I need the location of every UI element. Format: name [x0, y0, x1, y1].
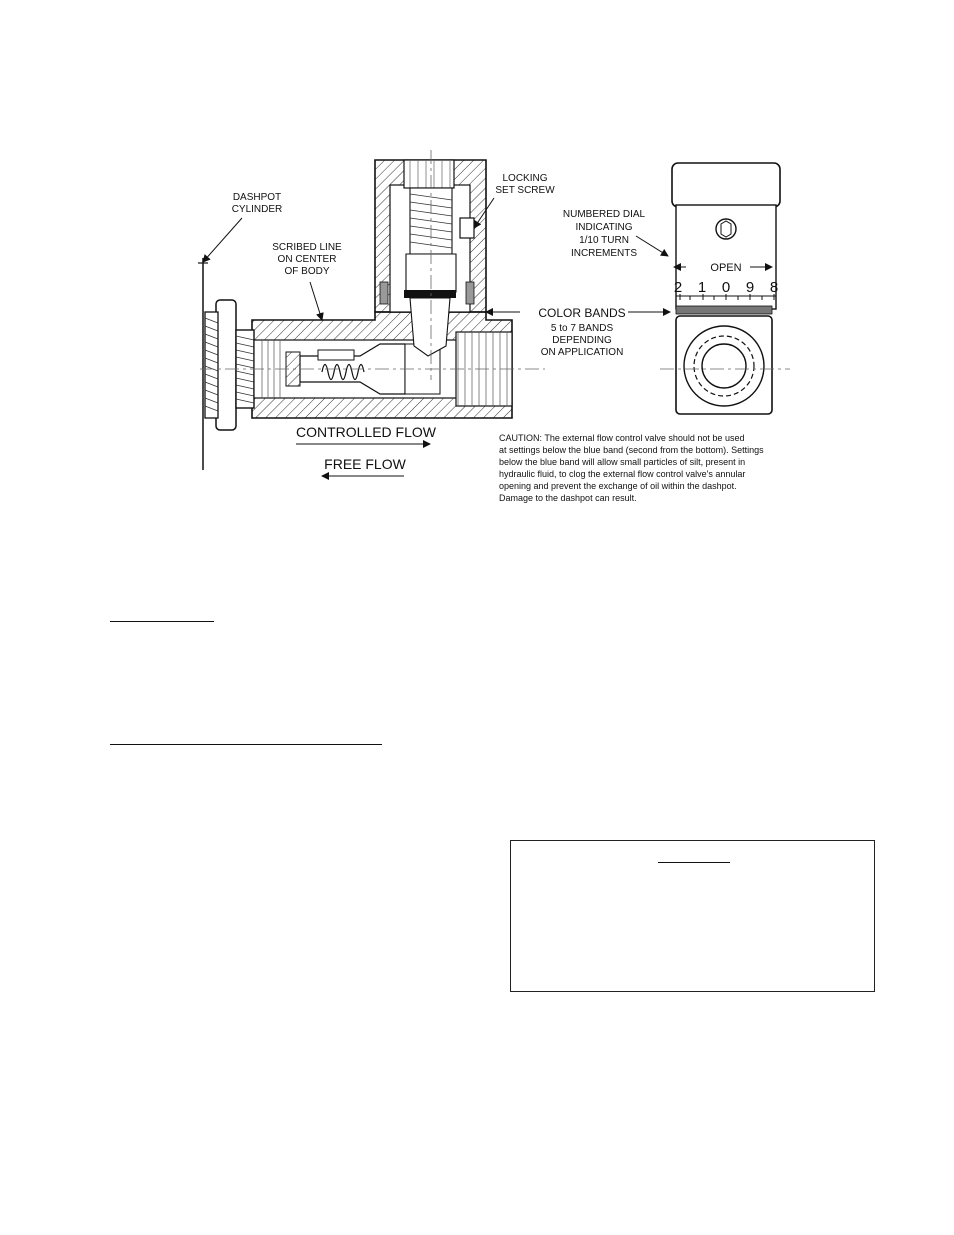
locking-label-line2: SET SCREW	[495, 185, 555, 196]
dial-label-line3: 1/10 TURN	[579, 235, 629, 246]
dashpot-label-line2: CYLINDER	[231, 204, 283, 215]
open-label: OPEN	[710, 262, 742, 274]
note-box-heading-underline	[658, 862, 730, 863]
dial-number: 0	[721, 279, 731, 296]
free-flow-label: FREE FLOW	[324, 456, 406, 472]
dial-label-line4: INCREMENTS	[570, 248, 638, 259]
caution-line: at settings below the blue band (second from the bottom). Settings	[499, 445, 764, 455]
dial-number: 2	[673, 279, 683, 296]
color-bands-title: COLOR BANDS	[538, 306, 626, 320]
dial-number: 1	[697, 279, 707, 296]
locking-label-line1: LOCKING	[502, 173, 548, 184]
note-box	[510, 840, 875, 992]
caution-note	[499, 433, 764, 503]
color-bands-line3: ON APPLICATION	[540, 347, 624, 358]
caution-line: CAUTION: The external flow control valve should not be used	[499, 433, 745, 443]
scribed-label-line2: ON CENTER	[277, 254, 337, 265]
dial-label-line2: INDICATING	[575, 222, 633, 233]
section-heading-underline-1	[110, 621, 214, 622]
caution-line: Damage to the dashpot can result.	[499, 493, 637, 503]
flow-control-valve-diagram	[0, 0, 954, 520]
caution-line: opening and prevent the exchange of oil within the dashpot.	[499, 481, 737, 491]
section-heading-underline-2	[110, 744, 382, 745]
dial-number: 9	[745, 279, 755, 296]
scribed-label-line3: OF BODY	[284, 266, 330, 277]
color-bands-line1: 5 to 7 BANDS	[550, 323, 614, 334]
dashpot-label-line1: DASHPOT	[232, 192, 282, 203]
dial-number: 8	[769, 279, 779, 296]
valve-body	[200, 312, 545, 418]
scribed-label-line1: SCRIBED LINE	[272, 242, 342, 253]
caution-line: below the blue band will allow small particles of silt, present in	[499, 457, 746, 467]
caution-line: hydraulic fluid, to clog the external flow control valve's annular	[499, 469, 746, 479]
controlled-flow-label: CONTROLLED FLOW	[295, 424, 437, 440]
dial-label-line1: NUMBERED DIAL	[562, 209, 646, 220]
color-bands-line2: DEPENDING	[552, 335, 612, 346]
fitting-nut	[205, 300, 236, 430]
